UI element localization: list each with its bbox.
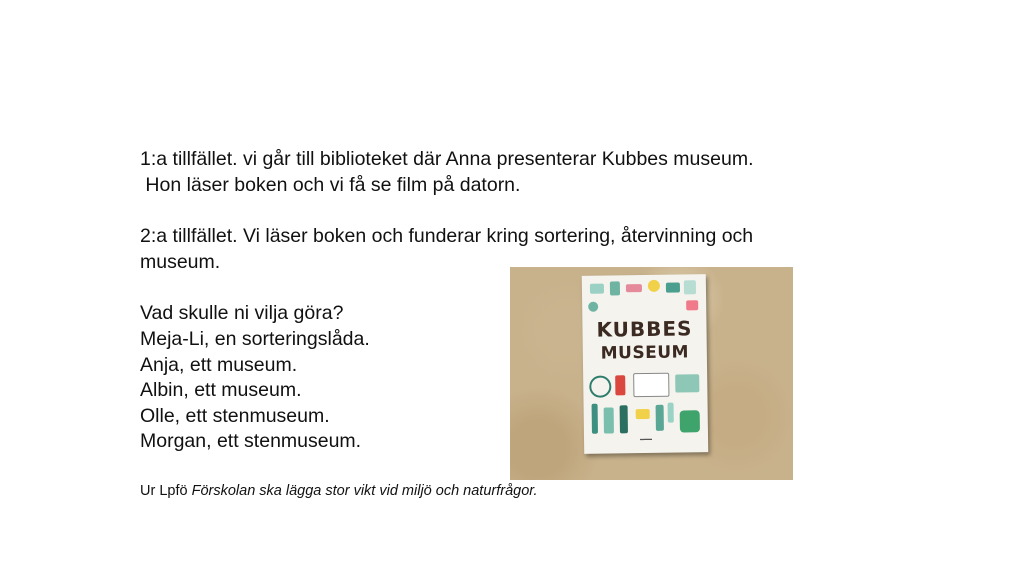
book-title-line: KUBBES — [596, 316, 693, 342]
text-line: Morgan, ett stenmuseum. — [140, 430, 362, 453]
book-title-line: MUSEUM — [600, 342, 690, 364]
text-line: Olle, ett stenmuseum. — [140, 404, 330, 427]
footnote-prefix: Ur Lpfö — [140, 483, 192, 499]
book-title — [582, 316, 707, 366]
footnote-italic: Förskolan ska lägga stor vikt vid miljö och naturfrågor. — [191, 483, 538, 499]
text-line: Vad skulle ni vilja göra? — [140, 302, 344, 325]
book-photo — [510, 267, 793, 480]
text-line: Hon läser boken och vi få se film på datorn. — [140, 173, 521, 196]
curriculum-quote — [140, 481, 538, 501]
text-line: 2:a tillfället. Vi läser boken och funderar kring sortering, återvinning och — [140, 225, 754, 248]
text-line: 1:a tillfället. vi går till biblioteket där Anna presenterar Kubbes museum. — [140, 148, 754, 170]
paragraph-first-session — [140, 147, 900, 198]
text-line: Anja, ett museum. — [140, 353, 298, 376]
book-cover — [582, 274, 708, 454]
text-line: museum. — [140, 250, 221, 273]
text-line: Albin, ett museum. — [140, 379, 302, 402]
publisher-mark: ▬▬▬ — [640, 435, 653, 442]
text-line: Meja-Li, en sorteringslåda. — [140, 327, 370, 350]
